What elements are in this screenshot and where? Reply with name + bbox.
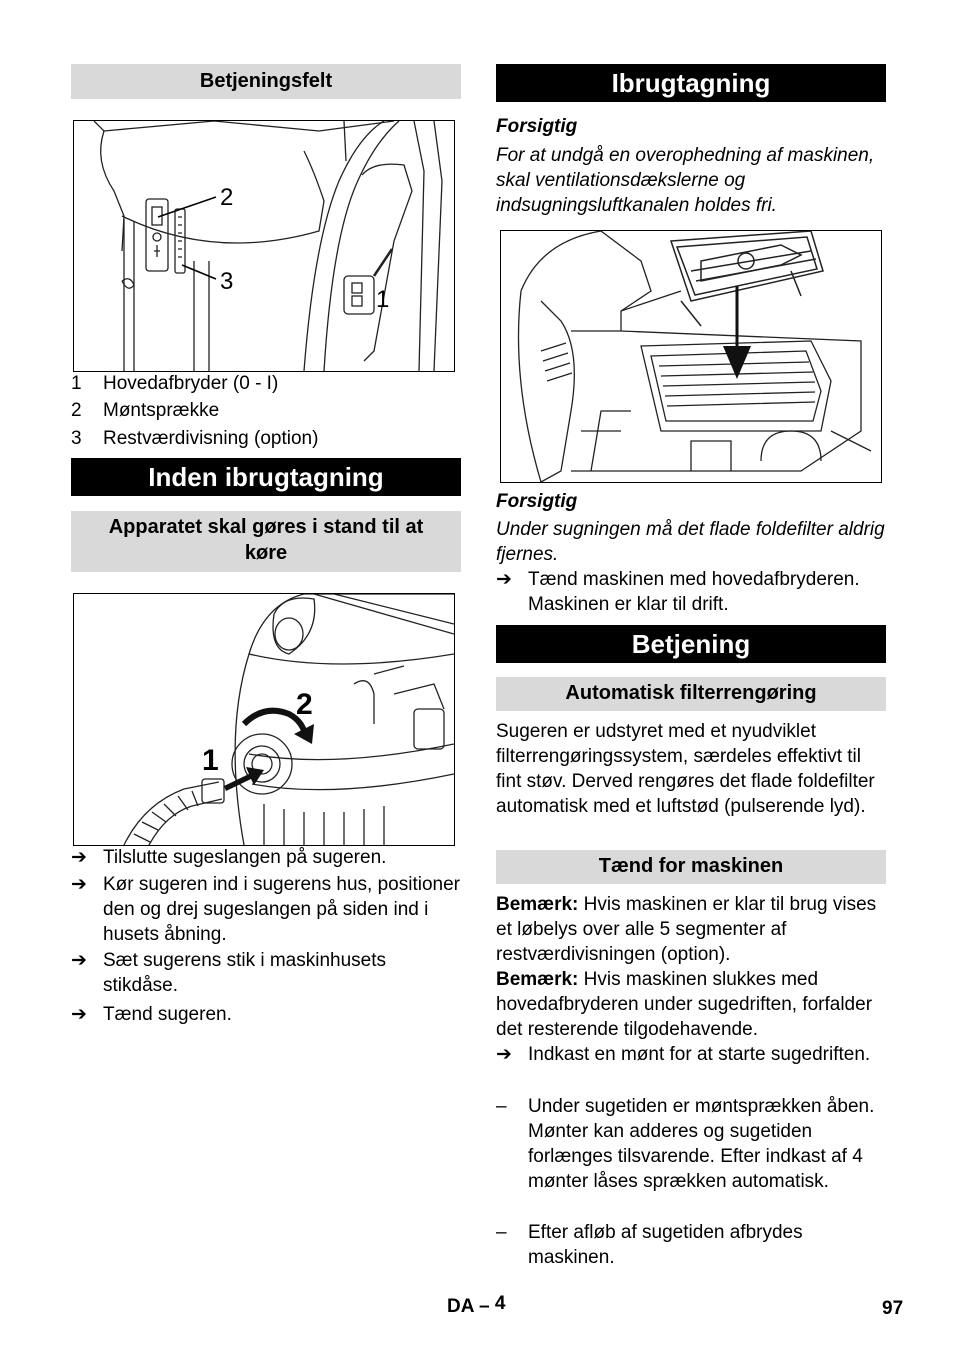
- fig2-callout-2: 2: [296, 688, 313, 721]
- note1-label: Bemærk:: [496, 894, 579, 915]
- heading-automatisk: Automatisk filterrengøring: [496, 677, 886, 711]
- figure-control-panel: [73, 120, 455, 372]
- caution2-text: Under sugningen må det flade foldefilter aldrig fjernes.: [496, 519, 885, 565]
- note2-label: Bemærk:: [496, 969, 579, 990]
- note1: Bemærk: Hvis maskinen er klar til brug vises et løbelys over alle 5 segmenter af restværdivisningen (option).: [496, 894, 877, 965]
- caution1-text: For at undgå en overophedning af maskinen, skal ventilationsdækslerne og indsugningsluftkanalen holdes fri.: [496, 145, 875, 216]
- step-item: ➔ Indkast en mønt for at starte sugedriften.: [496, 1044, 871, 1065]
- step-item: ➔ Tænd maskinen med hovedafbryderen. Maskinen er klar til drift.: [496, 569, 860, 615]
- heading-taend: Tænd for maskinen: [496, 850, 886, 884]
- step-item: ➔ Sæt sugerens stik i maskinhusets stikdåse.: [71, 950, 387, 996]
- heading-inden-ibrugtagning: Inden ibrugtagning: [71, 458, 461, 496]
- footer-section: DA – 4: [447, 1293, 506, 1317]
- arrow-icon: ➔: [496, 569, 512, 590]
- arrow-icon: ➔: [71, 1004, 87, 1025]
- filter-illustration: [501, 231, 881, 482]
- heading-betjeningsfelt: Betjeningsfelt: [71, 64, 461, 99]
- figure-filter: [500, 230, 882, 483]
- step-item: ➔ Tilslutte sugeslangen på sugeren.: [71, 847, 387, 868]
- dash-item: – Efter afløb af sugetiden afbrydes maskinen.: [496, 1222, 803, 1268]
- dash-marker: –: [496, 1096, 507, 1117]
- page-number: 97: [882, 1298, 904, 1319]
- fig1-callout-2: 2: [220, 184, 234, 211]
- heading-betjening: Betjening: [496, 625, 886, 663]
- caution1-label: Forsigtig: [496, 116, 578, 137]
- fig1-callout-3: 3: [220, 268, 234, 295]
- fig2-callout-1: 1: [202, 744, 219, 777]
- dash-item: – Under sugetiden er møntsprækken åben. Mønter kan adderes og sugetiden forlænges tilsvarende. Efter indkast af 4 mønter låses sprækken automatisk.: [496, 1096, 875, 1192]
- arrow-icon: ➔: [71, 874, 87, 895]
- dash-marker: –: [496, 1222, 507, 1243]
- heading-ibrugtagning: Ibrugtagning: [496, 64, 886, 102]
- hose-connection-illustration: [74, 594, 454, 845]
- step-item: ➔ Kør sugeren ind i sugerens hus, positioner den og drej sugeslangen på siden ind i husets åbning.: [71, 874, 460, 945]
- caution2-label: Forsigtig: [496, 491, 578, 512]
- fig1-callout-1: 1: [376, 286, 390, 313]
- note2: Bemærk: Hvis maskinen slukkes med hovedafbryderen under sugedriften, forfalder det resterende tilgodehavende.: [496, 969, 873, 1040]
- auto-text: Sugeren er udstyret med et nyudviklet filterrengøringssystem, særdeles effektivt til fint støv. Derved rengøres det flade foldefilter automatisk med et luftstød (pulserende lyd).: [496, 721, 875, 817]
- heading-apparatet: Apparatet skal gøres i stand til at køre: [71, 511, 461, 572]
- figure-hose-connection: [73, 593, 455, 846]
- arrow-icon: ➔: [71, 847, 87, 868]
- arrow-icon: ➔: [496, 1044, 512, 1065]
- arrow-icon: ➔: [71, 950, 87, 971]
- step-item: ➔ Tænd sugeren.: [71, 1004, 232, 1025]
- control-panel-illustration: [74, 121, 454, 371]
